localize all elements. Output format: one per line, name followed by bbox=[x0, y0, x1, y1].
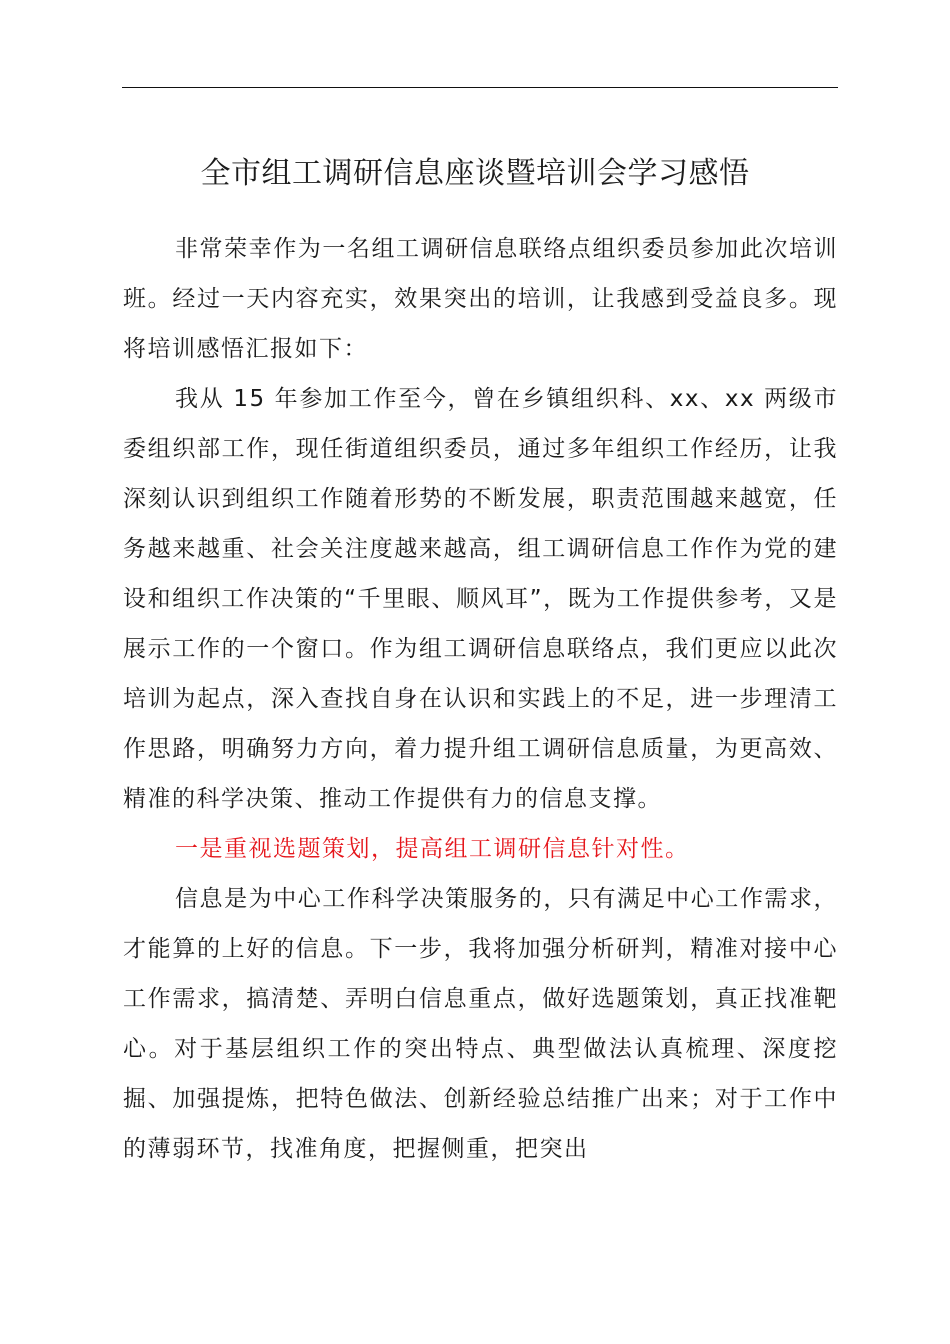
paragraph-background: 我从 15 年参加工作至今，曾在乡镇组织科、xx、xx 两级市委组织部工作，现任街道组织委员，通过多年组织工作经历，让我深刻认识到组织工作随着形势的不断发展，职责范围越来越宽，任务越来越重、社会关注度越来越高，组工调研信息工作作为党的建设和组织工作决策的“千里眼、顺风耳”，既为工作提供参考，又是展示工作的一个窗口。作为组工调研信息联络点，我们更应以此次培训为起点，深入查找自身在认识和实践上的不足，进一步理清工作思路，明确努力方向，着力提升组工调研信息质量，为更高效、精准的科学决策、推动工作提供有力的信息支撑。 bbox=[123, 386, 838, 812]
header-rule bbox=[122, 87, 838, 88]
document-title: 全市组工调研信息座谈暨培训会学习感悟 bbox=[200, 156, 750, 191]
paragraph-section-1: 信息是为中心工作科学决策服务的，只有满足中心工作需求，才能算的上好的信息。下一步，我将加强分析研判，精准对接中心工作需求，搞清楚、弄明白信息重点，做好选题策划，真正找准靶心。对于基层组织工作的突出特点、典型做法认真梳理、深度挖掘、加强提炼，把特色做法、创新经验总结推广出来；对于工作中的薄弱环节，找准角度，把握侧重，把突出 bbox=[123, 886, 838, 1162]
section-heading-1: 一是重视选题策划，提高组工调研信息针对性。 bbox=[175, 836, 690, 862]
paragraph-intro: 非常荣幸作为一名组工调研信息联络点组织委员参加此次培训班。经过一天内容充实，效果突出的培训，让我感到受益良多。现将培训感悟汇报如下： bbox=[123, 236, 838, 362]
document-body bbox=[123, 224, 838, 1174]
